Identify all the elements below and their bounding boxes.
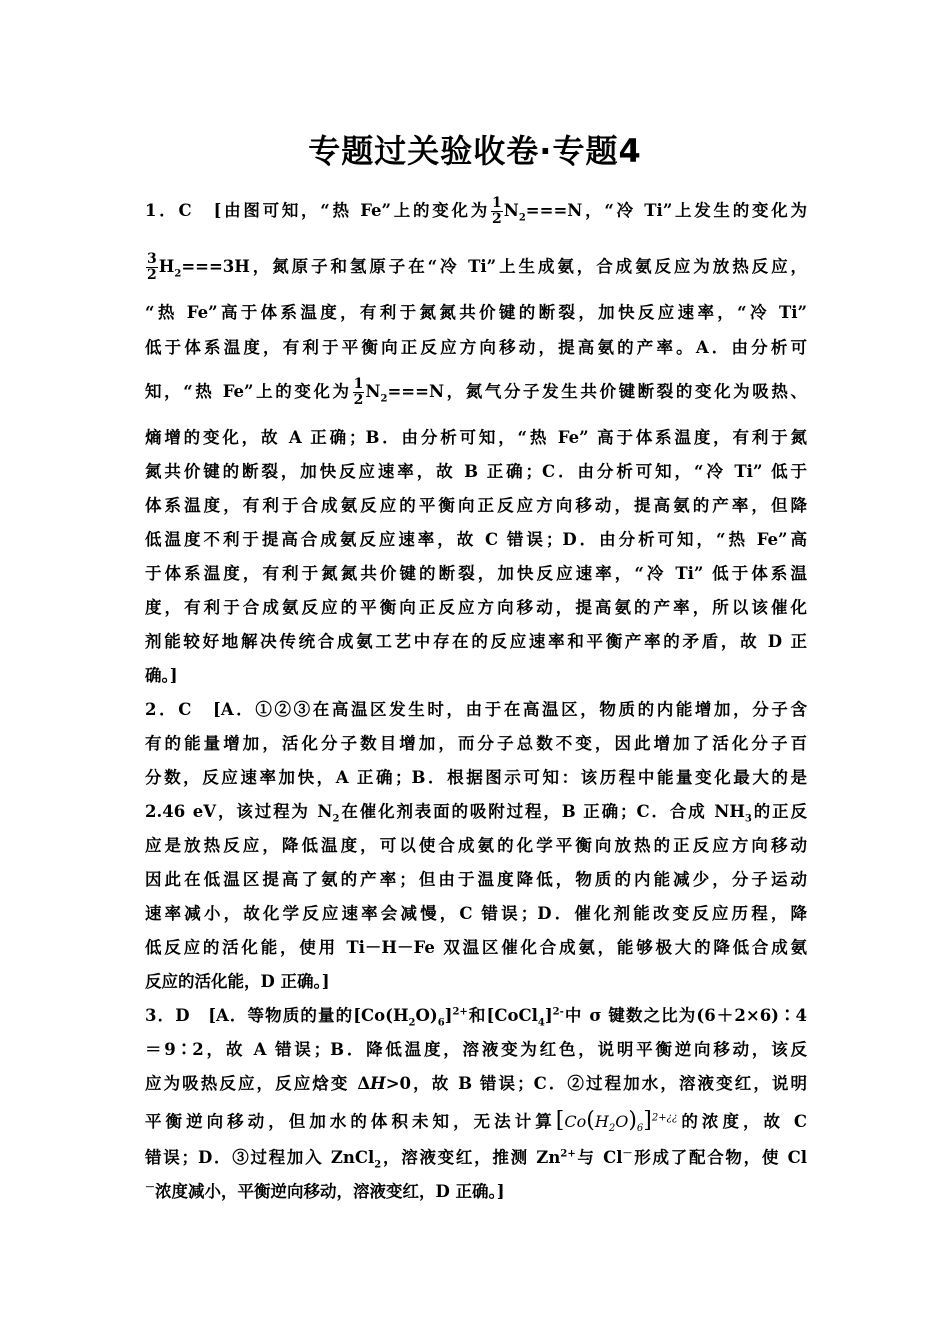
q1-line-11: 度，有利于合成氨反应的平衡向正反应方向移动，提高氨的产率，所以该催化	[145, 598, 807, 617]
q1-line-10: 于体系温度，有利于氮氮共价键的断裂，加快反应速率，“冷 Ti” 低于体系温	[145, 564, 807, 583]
q3-line-5: 错误；D．③过程加入 ZnCl$_2$，溶液变红，推测 $Zn^{2+}$与 Cl－形成了配合物，使 Cl	[145, 1148, 807, 1171]
q2-line-9: 反应的活化能，D 正确。]	[145, 972, 330, 991]
complex-ion-formula: $[Co(H_2O)_6]^{2+¿¿}$	[555, 1108, 678, 1135]
q2-line-3: 分数，反应速率加快，A 正确；B．根据图示可知：该历程中能量变化最大的是	[145, 768, 807, 787]
fraction-half: $\frac{1}{2}$	[353, 376, 364, 408]
q3-line-6: －浓度减小，平衡逆向移动，溶液变红，D 正确。]	[145, 1182, 505, 1201]
q1-line-2: $\frac{3}{2}$ $H_2===3H$，氮原子和氢原子在“冷 Ti”上生成氨，合成氨反应为放热反应，	[147, 251, 807, 283]
q3-line-4: 平衡逆向移动，但加水的体积未知，无法计算$[Co(H_2O)_6]^{2+¿¿}$的浓度，故 C	[145, 1108, 807, 1135]
q3-line-1: 3．D [A．等物质的量的$[Co(H_2O)_6]^{2+}$和[CoCl$_4$]$^{2-}$中 σ 键数之比为(6＋2×6)∶4	[145, 1006, 807, 1029]
q1-line-8: 体系温度，有利于合成氨反应的平衡向正反应方向移动，提高氨的产率，但降	[145, 496, 807, 515]
q2-line-7: 速率减小，故化学反应速率会减慢，C 错误；D．催化剂能改变反应历程，降	[145, 904, 807, 923]
q1-line-12: 剂能较好地解决传统合成氨工艺中存在的反应速率和平衡产率的矛盾，故 D 正	[145, 632, 807, 651]
q2-line-8: 低反应的活化能，使用 Ti－H－Fe 双温区催化合成氨，能够极大的降低合成氨	[145, 938, 807, 957]
q2-line-2: 有的能量增加，活化分子数目增加，而分子总数不变，因此增加了活化分子百	[145, 734, 807, 753]
q1-line-5: 知，“热 Fe”上的变化为 $\frac{1}{2}$ $N_2===N$，氮气分子发生共价键断裂的变化为吸热、	[145, 376, 807, 408]
page-title: 专题过关验收卷·专题4	[308, 132, 642, 170]
q2-line-6: 因此在低温区提高了氨的产率；但由于温度降低，物质的内能减少，分子运动	[145, 870, 807, 889]
q2-line-1: 2．C [A．①②③在高温区发生时，由于在高温区，物质的内能增加，分子含	[145, 700, 807, 719]
fraction-three-halves: $\frac{3}{2}$	[147, 251, 157, 283]
q1-line-9: 低温度不利于提高合成氨反应速率，故 C 错误；D．由分析可知，“热 Fe”高	[145, 530, 807, 549]
q3-line-2: ＝9∶2，故 A 错误；B．降低温度，溶液变为红色，说明平衡逆向移动，该反	[145, 1040, 807, 1059]
q2-line-5: 应是放热反应，降低温度，可以使合成氨的化学平衡向放热的正反应方向移动	[145, 836, 807, 855]
q1-line-7: 氮共价键的断裂，加快反应速率，故 B 正确；C．由分析可知，“冷 Ti” 低于	[145, 462, 807, 481]
q3-line-3: 应为吸热反应，反应焓变 ΔH>0，故 B 错误；C．②过程加水，溶液变红，说明	[145, 1074, 808, 1093]
fraction-half: $\frac{1}{2}$	[491, 195, 502, 227]
q1-line-4: 低于体系温度，有利于平衡向正反应方向移动，提高氨的产率。A．由分析可	[145, 338, 807, 357]
q2-line-4: 2.46 eV，该过程为 $N_2$在催化剂表面的吸附过程，B 正确；C．合成 $NH_3$的正反	[145, 802, 807, 825]
q1-line-3: “热 Fe”高于体系温度，有利于氮氮共价键的断裂，加快反应速率，“冷 Ti”	[145, 303, 807, 322]
q1-line-1: 1．C [由图可知，“热 Fe”上的变化为 $\frac{1}{2}$ $N_2===N$，“冷 Ti”上发生的变化为	[145, 195, 807, 227]
q1-line-6: 熵增的变化，故 A 正确；B．由分析可知，“热 Fe” 高于体系温度，有利于氮	[145, 428, 807, 447]
q1-line-13: 确。]	[145, 666, 178, 685]
